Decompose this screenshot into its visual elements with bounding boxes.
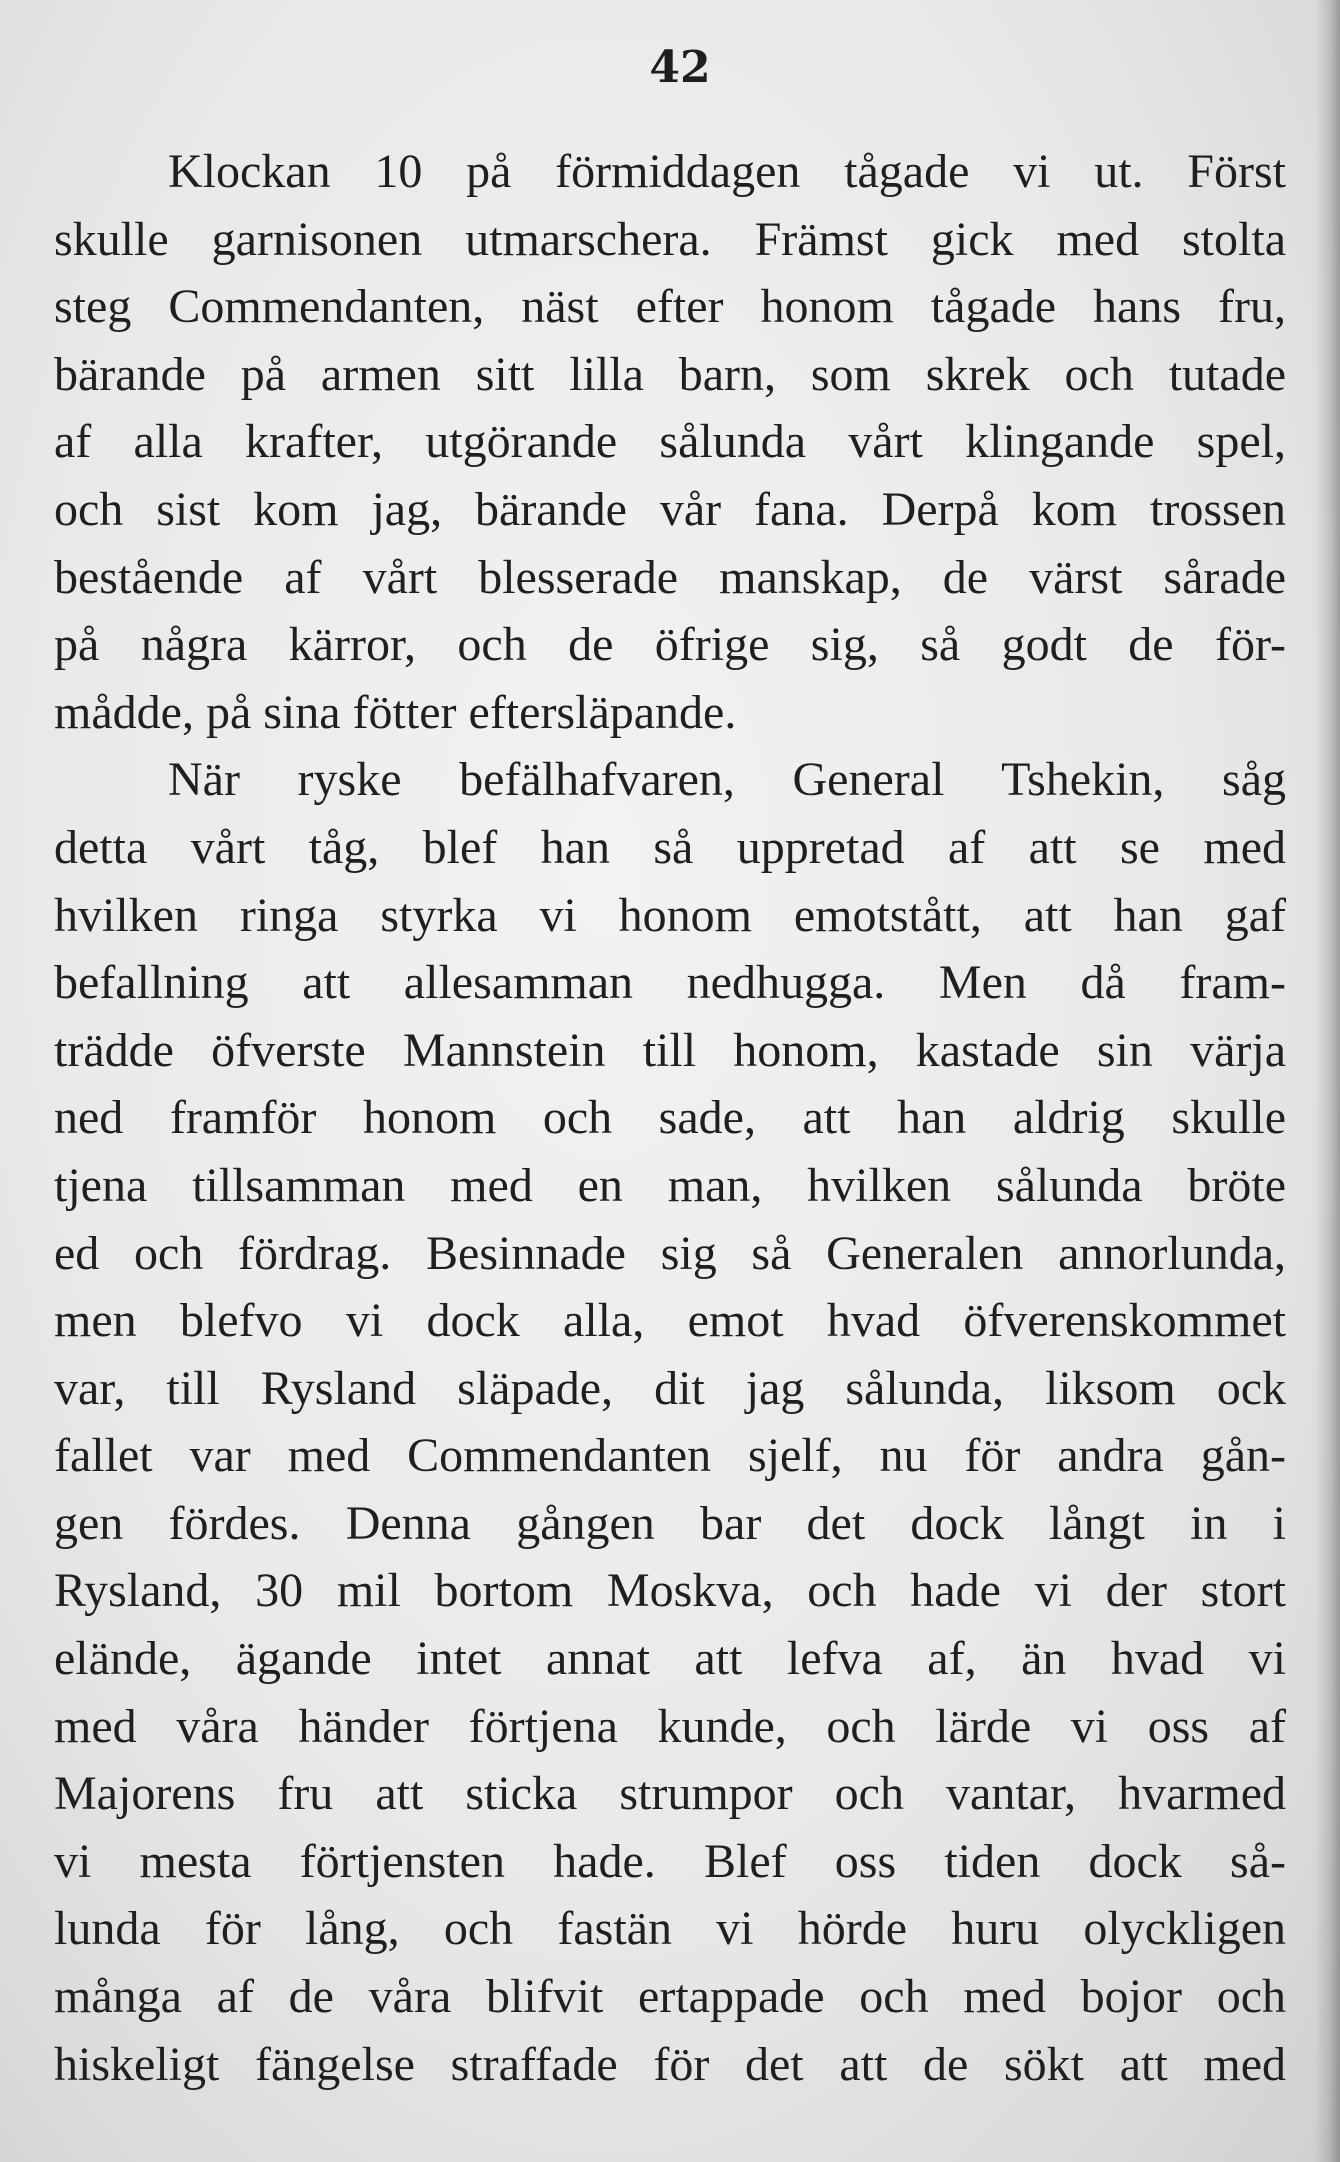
text-line: fallet var med Commendanten sjelf, nu för andra gån-	[54, 1429, 1286, 1483]
text-line: trädde öfverste Mannstein till honom, kastade sin värja	[54, 1023, 1286, 1077]
text-line: befallning att allesamman nedhugga. Men då fram-	[54, 956, 1286, 1010]
text-line: vi mesta förtjensten hade. Blef oss tiden dock så-	[54, 1834, 1286, 1888]
text-line: När ryske befälhafvaren, General Tshekin, såg	[168, 753, 1286, 807]
text-line: hiskeligt fängelse straffade för det att de sökt att med	[54, 2037, 1286, 2091]
text-line: ned framför honom och sade, att han aldrig skulle	[54, 1091, 1286, 1145]
text-line: var, till Rysland släpade, dit jag sålunda, liksom ock	[54, 1361, 1286, 1415]
text-line: tjena tillsamman med en man, hvilken sålunda bröte	[54, 1158, 1286, 1212]
page-edge-shadow	[1314, 0, 1340, 2162]
text-line: gen fördes. Denna gången bar det dock långt in i	[54, 1496, 1286, 1550]
text-line: hvilken ringa styrka vi honom emotstått, att han gaf	[54, 888, 1286, 942]
text-line: lunda för lång, och fastän vi hörde huru olyckligen	[54, 1902, 1286, 1956]
text-line: skulle garnisonen utmarschera. Främst gick med stolta	[54, 212, 1286, 266]
text-line: på några kärror, och de öfrige sig, så godt de för-	[54, 618, 1286, 672]
text-line: Klockan 10 på förmiddagen tågade vi ut. Först	[168, 145, 1286, 198]
text-line: mådde, på sina fötter eftersläpande.	[54, 685, 737, 739]
text-line: bestående af vårt blesserade manskap, de värst sårade	[54, 550, 1286, 604]
text-line: men blefvo vi dock alla, emot hvad öfverenskommet	[54, 1294, 1286, 1348]
text-line: Majorens fru att sticka strumpor och vantar, hvarmed	[54, 1767, 1286, 1821]
text-line: af alla krafter, utgörande sålunda vårt klingande spel,	[54, 415, 1286, 469]
text-line: bärande på armen sitt lilla barn, som skrek och tutade	[54, 347, 1286, 401]
text-line: elände, ägande intet annat att lefva af, än hvad vi	[54, 1632, 1286, 1686]
page-number: 42	[649, 42, 711, 93]
text-line: många af de våra blifvit ertappade och med bojor och	[54, 1970, 1286, 2024]
text-line: och sist kom jag, bärande vår fana. Derpå kom trossen	[54, 482, 1286, 536]
text-line: steg Commendanten, näst efter honom tågade hans fru,	[54, 280, 1286, 334]
text-line: detta vårt tåg, blef han så uppretad af att se med	[54, 820, 1286, 874]
body-text	[54, 138, 1286, 2098]
text-line: ed och fördrag. Besinnade sig så Generalen annorlunda,	[54, 1226, 1286, 1280]
text-line: Rysland, 30 mil bortom Moskva, och hade vi der stort	[54, 1564, 1286, 1618]
text-line: med våra händer förtjena kunde, och lärde vi oss af	[54, 1699, 1286, 1753]
